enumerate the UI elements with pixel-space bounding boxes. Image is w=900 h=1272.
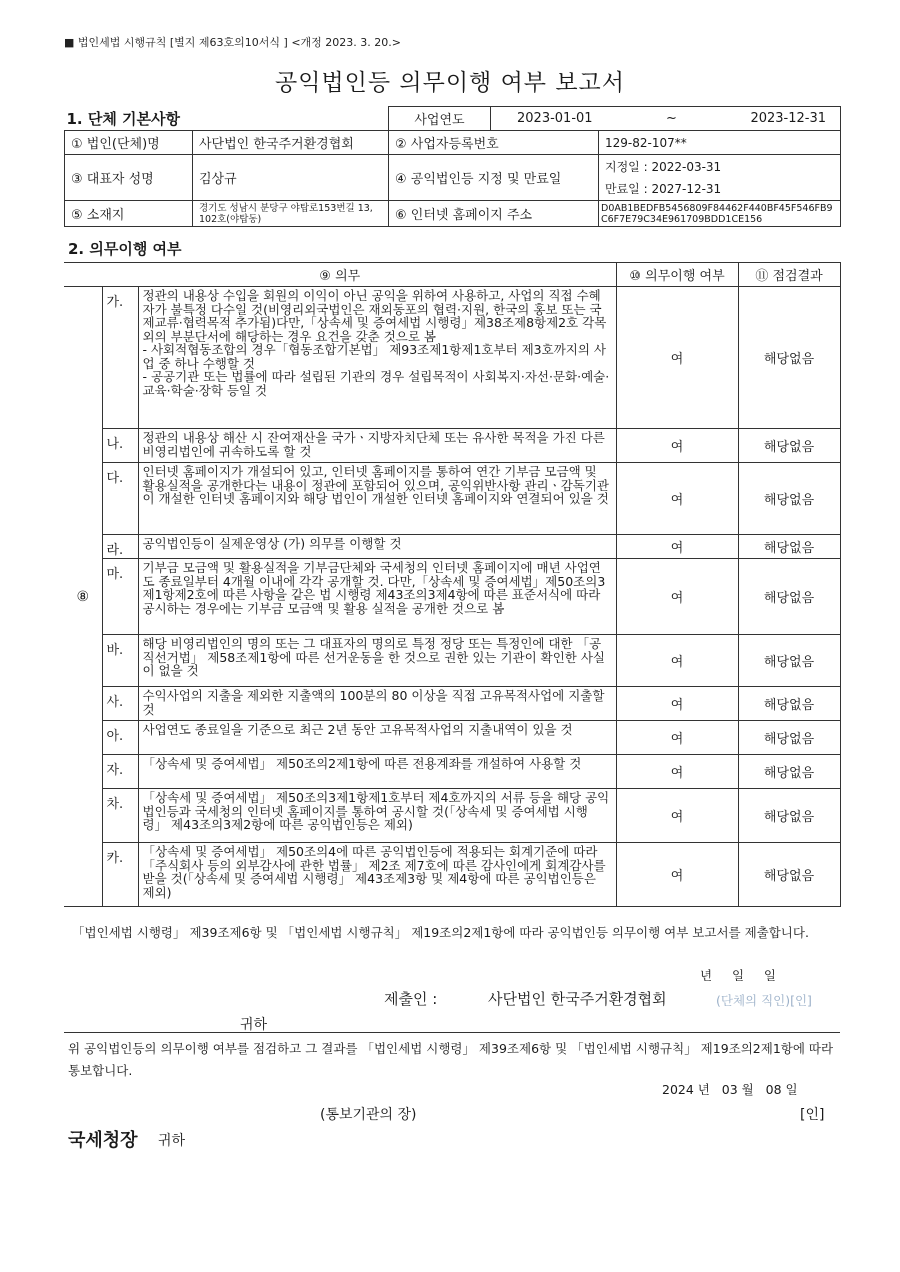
rep-label: ③ 대표자 성명 <box>65 155 193 201</box>
duty-done: 여 <box>616 559 738 635</box>
rep-value: 김상규 <box>193 155 389 201</box>
submit-date-labels: 년 일 일 <box>700 968 776 983</box>
name-label: ① 법인(단체)명 <box>65 131 193 155</box>
duty-result: 해당없음 <box>738 755 840 789</box>
notice-statement: 위 공익법인등의 의무이행 여부를 점검하고 그 결과를 「법인세법 시행령」 제39조제6항 및 「법인세법 시행규칙」 제19조의2제1항에 따라 통보합니다. <box>68 1041 834 1078</box>
duty-letter: 라. <box>102 535 138 559</box>
fiscal-separator: ~ <box>666 111 677 126</box>
col-done-header: ⑩ 의무이행 여부 <box>616 263 738 287</box>
duty-text: 수익사업의 지출을 제외한 지출액의 100분의 80 이상을 직접 고유목적사업에 지출할 것 <box>138 687 616 721</box>
duty-row <box>64 789 840 843</box>
duty-letter: 차. <box>102 789 138 843</box>
submit-statement: 「법인세법 시행령」 제39조제6항 및 「법인세법 시행규칙」 제19조의2제1항에 따라 공익법인등 의무이행 여부 보고서를 제출합니다. <box>72 925 809 940</box>
duty-letter: 가. <box>102 287 138 429</box>
duty-result: 해당없음 <box>738 635 840 687</box>
duty-letter: 다. <box>102 463 138 535</box>
duty-result: 해당없음 <box>738 721 840 755</box>
notice-date: 2024 년 03 월 08 일 <box>662 1082 798 1097</box>
fiscal-year-label: 사업연도 <box>389 107 491 131</box>
col-duty-header: ⑨ 의무 <box>64 263 616 287</box>
duty-letter: 마. <box>102 559 138 635</box>
duty-row <box>64 559 840 635</box>
duty-done: 여 <box>616 755 738 789</box>
duty-letter: 나. <box>102 429 138 463</box>
designation-date: 지정일 : 2022-03-31 <box>605 159 722 174</box>
col-result-header: ⑪ 점검결과 <box>738 263 840 287</box>
duty-done: 여 <box>616 429 738 463</box>
submitter-name: 사단법인 한국주거환경협회 <box>488 990 667 1008</box>
address-value: 경기도 성남시 분당구 야탑로153번길 13, 102호(야탑동) <box>193 201 389 227</box>
document-title: 공익법인등 의무이행 여부 보고서 <box>275 70 625 96</box>
duty-row <box>64 429 840 463</box>
duty-result: 해당없음 <box>738 843 840 907</box>
addressee-commissioner: 귀하 <box>158 1133 186 1149</box>
duty-text: 공익법인등이 실제운영상 (가) 의무를 이행할 것 <box>138 535 616 559</box>
duty-row <box>64 687 840 721</box>
fiscal-end: 2023-12-31 <box>750 111 826 126</box>
fiscal-start: 2023-01-01 <box>517 111 593 126</box>
duty-row-label: ⑧ <box>64 287 102 907</box>
duty-text: 정관의 내용상 해산 시 잔여재산을 국가ㆍ지방자치단체 또는 유사한 목적을 가진 다른 비영리법인에 귀속하도록 할 것 <box>138 429 616 463</box>
duty-text: 기부금 모금액 및 활용실적을 기부금단체와 국세청의 인터넷 홈페이지에 매년 사업연도 종료일부터 4개월 이내에 각각 공개할 것. 다만,「상속세 및 증여세법」제50조의3제1항제2호에 따른 사항을 같은 법 시행령 제43조의3제4항에 따른 표준서식에 따라 공시하는 경우에는 기부금 모금액 및 활용 실적을 공개한 것으로 봄 <box>138 559 616 635</box>
section1-heading: 1. 단체 기본사항 <box>65 107 389 131</box>
basic-info-table <box>64 106 841 227</box>
duty-row <box>64 463 840 535</box>
duty-text: 「상속세 및 증여세법」 제50조의2제1항에 따른 전용계좌를 개설하여 사용할 것 <box>138 755 616 789</box>
duty-letter: 자. <box>102 755 138 789</box>
duty-row <box>64 721 840 755</box>
duty-text: 「상속세 및 증여세법」 제50조의3제1항제1호부터 제4호까지의 서류 등을 해당 공익법인등과 국세청의 인터넷 홈페이지를 통하여 공시할 것(「상속세 및 증여세법 시행령」 제43조의3제2항에 따른 공익법인등은 제외) <box>138 789 616 843</box>
seal-hint: (단체의 직인)[인] <box>716 993 812 1008</box>
duty-result: 해당없음 <box>738 789 840 843</box>
duty-text: 정관의 내용상 수입을 회원의 이익이 아닌 공익을 위하여 사용하고, 사업의 직접 수혜자가 불특정 다수일 것(비영리외국법인은 재외동포의 협력·지원, 한국의 홍보 또는 국제교류·협력목적 추가됨)다만,「상속세 및 증여세법 시행령」제38조제8항제2호 각목 외의 부분단서에 해당하는 경우 요건을 갖춘 것으로 봄 - 사회적협동조합의 경우「협동조합기본법」 제93조제1항제1호부터 제3호까지의 사업 중 하나 수행할 것 - 공공기관 또는 법률에 따라 설립된 기관의 경우 설립목적이 사회복지·자선·문화·예술·교육·학술·장학 등일 것 <box>138 287 616 429</box>
duty-row <box>64 843 840 907</box>
duty-done: 여 <box>616 535 738 559</box>
duty-result: 해당없음 <box>738 535 840 559</box>
duty-table <box>64 262 841 907</box>
duty-letter: 사. <box>102 687 138 721</box>
form-header-note: ■ 법인세법 시행규칙 [별지 제63호의10서식 ] <개정 2023. 3. 20.> <box>64 36 401 49</box>
address-label: ⑤ 소재지 <box>65 201 193 227</box>
duty-done: 여 <box>616 721 738 755</box>
website-value: D0AB1BEDFB5456809F84462F440BF45F546FB9C6F7E79C34E961709BDD1CE156 <box>599 201 841 227</box>
duty-result: 해당없음 <box>738 429 840 463</box>
bizno-label: ② 사업자등록번호 <box>389 131 599 155</box>
duty-row <box>64 755 840 789</box>
section2-heading: 2. 의무이행 여부 <box>68 240 182 258</box>
duty-text: 「상속세 및 증여세법」 제50조의4에 따른 공익법인등에 적용되는 회계기준에 따라 「주식회사 등의 외부감사에 관한 법률」 제2조 제7호에 따른 감사인에게 회계감사를 받을 것(「상속세 및 증여세법 시행령」 제43조제3항 및 제4항에 따른 공익법인등은 제외) <box>138 843 616 907</box>
commissioner-label: 국세청장 <box>68 1130 138 1151</box>
website-label: ⑥ 인터넷 홈페이지 주소 <box>389 201 599 227</box>
addressee-submit: 귀하 <box>240 1017 268 1033</box>
duty-row <box>64 535 840 559</box>
duty-letter: 아. <box>102 721 138 755</box>
bizno-value: 129-82-107** <box>599 131 841 155</box>
submitter-label: 제출인 : <box>384 990 438 1008</box>
duty-result: 해당없음 <box>738 687 840 721</box>
name-value: 사단법인 한국주거환경협회 <box>193 131 389 155</box>
duty-row <box>64 635 840 687</box>
duty-done: 여 <box>616 287 738 429</box>
divider <box>64 1032 840 1033</box>
duty-done: 여 <box>616 843 738 907</box>
designation-label: ④ 공익법인등 지정 및 만료일 <box>389 155 599 201</box>
duty-result: 해당없음 <box>738 287 840 429</box>
duty-done: 여 <box>616 789 738 843</box>
duty-result: 해당없음 <box>738 463 840 535</box>
duty-done: 여 <box>616 463 738 535</box>
duty-done: 여 <box>616 635 738 687</box>
notice-authority-seal: (통보기관의 장) <box>320 1107 417 1123</box>
notice-seal-mark: [인] <box>800 1107 825 1123</box>
duty-done: 여 <box>616 687 738 721</box>
duty-result: 해당없음 <box>738 559 840 635</box>
duty-letter: 카. <box>102 843 138 907</box>
duty-row <box>64 287 840 429</box>
duty-letter: 바. <box>102 635 138 687</box>
duty-text: 사업연도 종료일을 기준으로 최근 2년 동안 고유목적사업의 지출내역이 있을 것 <box>138 721 616 755</box>
duty-text: 해당 비영리법인의 명의 또는 그 대표자의 명의로 특정 정당 또는 특정인에 대한 「공직선거법」 제58조제1항에 따른 선거운동을 한 것으로 권한 있는 기관이 확인한 사실이 없을 것 <box>138 635 616 687</box>
duty-text: 인터넷 홈페이지가 개설되어 있고, 인터넷 홈페이지를 통하여 연간 기부금 모금액 및 활용실적을 공개한다는 내용이 정관에 포함되어 있으며, 공익위반사항 관리ㆍ감독기관이 개설한 인터넷 홈페이지와 해당 법인이 개설한 인터넷 홈페이지와 연결되어 있을 것 <box>138 463 616 535</box>
expiration-date: 만료일 : 2027-12-31 <box>605 181 722 196</box>
